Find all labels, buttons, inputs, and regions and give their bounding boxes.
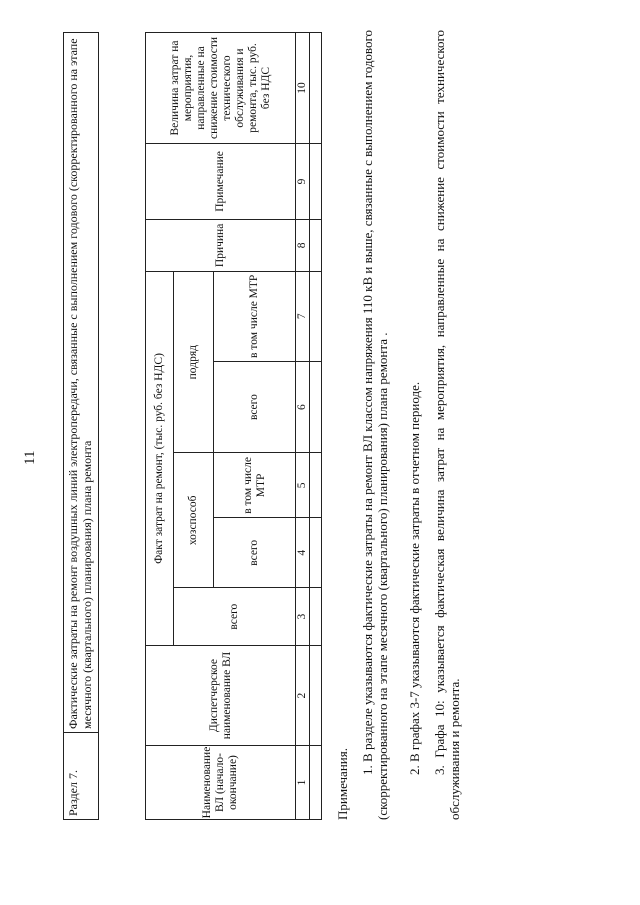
header-cost: Величина затрат на мероприятия, направленные на снижение стоимости технического обслуживания и ремонта, тыс. руб. без НДС [146, 33, 296, 144]
note-item-2: 2. В графах 3-7 указываются фактические затраты в отчетном периоде. [407, 381, 422, 775]
col-number: 1 [296, 746, 310, 820]
col-number: 9 [296, 143, 310, 219]
header-self-mtr: в том числе МТР [214, 453, 296, 518]
header-name: Наименование ВЛ (начало-окончание) [146, 746, 296, 820]
notes-heading: Примечания. [335, 748, 350, 820]
header-reason: Причина [146, 219, 296, 271]
header-self: хозспособ [174, 453, 214, 588]
col-number: 4 [296, 518, 310, 588]
note-item-3: 3. Графа 10: указывается фактическая величина затрат на мероприятия, направленные на снижение стоимости технического обслуживания и ремонта. [432, 30, 462, 820]
col-number: 6 [296, 361, 310, 453]
section-header-table [63, 32, 99, 820]
table-row [310, 33, 322, 820]
costs-table [145, 32, 322, 820]
header-contract-total: всего [214, 361, 296, 453]
col-number: 10 [296, 33, 310, 144]
page-number: 11 [22, 450, 38, 465]
col-number: 3 [296, 588, 310, 646]
col-number: 2 [296, 646, 310, 746]
header-total: всего [174, 588, 296, 646]
col-number: 7 [296, 271, 310, 361]
header-fact-group: Факт затрат на ремонт, (тыс. руб. без НДС) [146, 271, 174, 645]
header-contract-mtr: в том числе МТР [214, 271, 296, 361]
section-title: Фактические затраты на ремонт воздушных линий электропередачи, связанные с выполнением годового (скорректированного на этапе месячного (квартального) планирования) плана ремонта [64, 33, 99, 733]
header-contract: подряд [174, 271, 214, 453]
header-dispatch: Диспетчерское наименование ВЛ [146, 646, 296, 746]
col-number: 8 [296, 219, 310, 271]
note-item-1: 1. В разделе указываются фактические затраты на ремонт ВЛ классом напряжения 110 кВ и выше, связанные с выполнением годового (скорректированного на этапе месячного (квартального) планирования) плана ремонта . [360, 30, 390, 820]
header-self-total: всего [214, 518, 296, 588]
section-label: Раздел 7. [64, 733, 99, 820]
col-number: 5 [296, 453, 310, 518]
header-note: Примечание [146, 143, 296, 219]
